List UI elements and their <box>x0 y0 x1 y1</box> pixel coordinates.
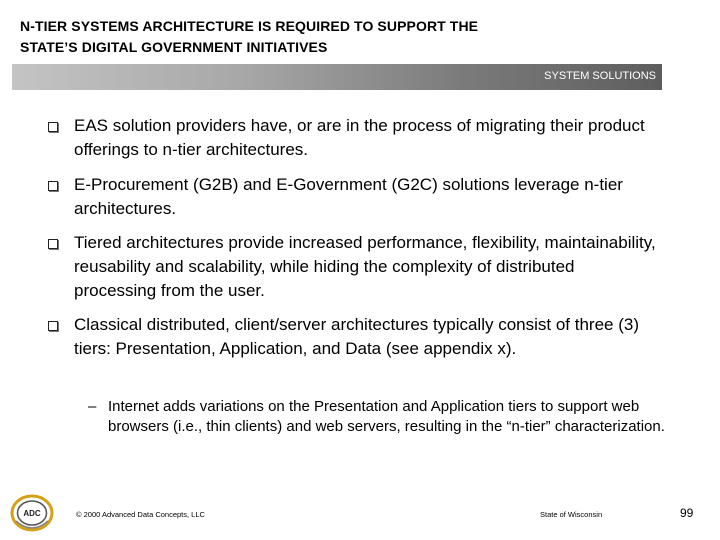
sub-bullet-item <box>88 397 668 437</box>
bullet-item-4 <box>48 313 658 361</box>
bullet-item-2 <box>48 173 658 221</box>
bullet-item-3 <box>48 231 658 303</box>
bullet-text: E-Procurement (G2B) and E-Government (G2C) solutions leverage n-tier architectures. <box>74 175 623 218</box>
sub-bullet-dash: – <box>88 398 97 415</box>
sub-bullet-text: Internet adds variations on the Presentation and Application tiers to support web browsers (i.e., thin clients) and web servers, resulting in the “n-tier” characterization. <box>108 398 665 435</box>
bullet-text: Tiered architectures provide increased performance, flexibility, maintainability, reusability and scalability, while hiding the complexity of distributed processing from the user. <box>74 233 656 300</box>
slide-title-line-2: STATE’S DIGITAL GOVERNMENT INITIATIVES <box>20 39 328 55</box>
page-number: 99 <box>680 506 694 520</box>
bullet-item-1 <box>48 114 658 162</box>
checkbox-bullet-icon <box>48 239 58 249</box>
bullet-text: EAS solution providers have, or are in the process of migrating their product offerings to n-tier architectures. <box>74 116 645 159</box>
section-banner <box>12 64 662 90</box>
checkbox-bullet-icon <box>48 181 58 191</box>
section-banner-label: SYSTEM SOLUTIONS <box>544 70 656 82</box>
checkbox-bullet-icon <box>48 122 58 132</box>
logo-text: ADC <box>23 509 41 518</box>
adc-logo-icon <box>10 493 54 533</box>
slide-title-line-1: N-TIER SYSTEMS ARCHITECTURE IS REQUIRED TO SUPPORT THE <box>20 18 479 34</box>
footer-copyright: © 2000 Advanced Data Concepts, LLC <box>76 510 205 519</box>
bullet-text: Classical distributed, client/server architectures typically consist of three (3) tiers: Presentation, Application, and Data (see appendix x). <box>74 315 639 358</box>
slide-title <box>20 16 660 58</box>
checkbox-bullet-icon <box>48 321 58 331</box>
footer-client: State of Wisconsin <box>540 510 603 519</box>
